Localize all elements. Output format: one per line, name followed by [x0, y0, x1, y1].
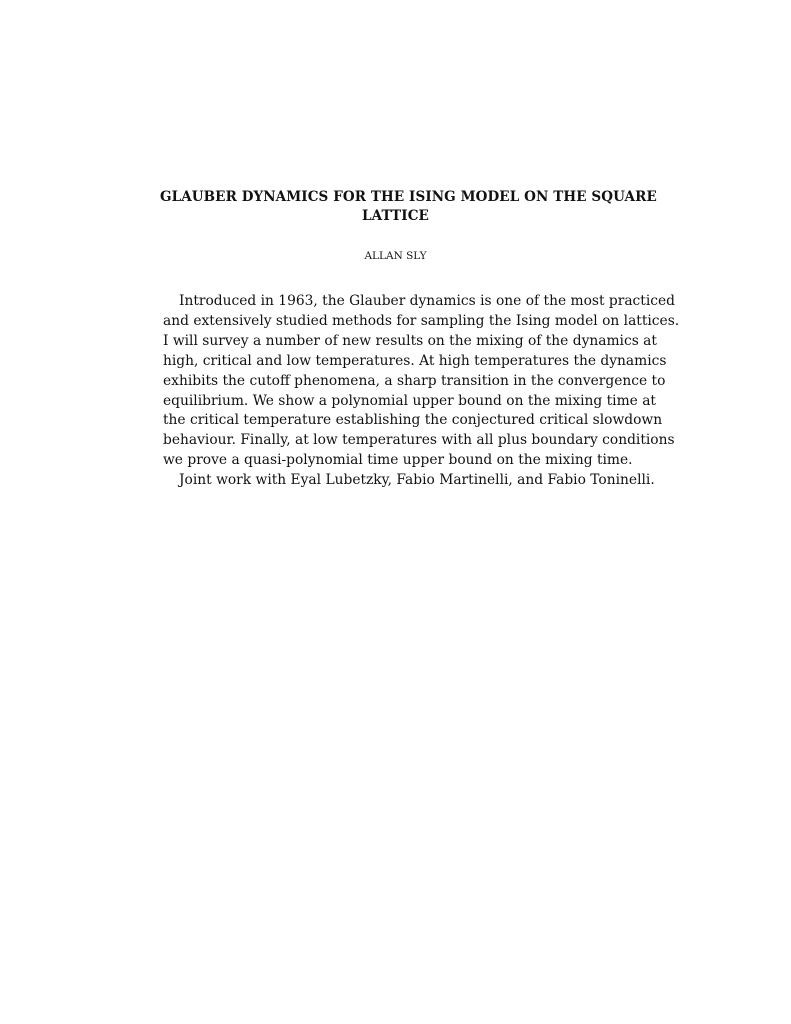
- abstract-line: equilibrium. We show a polynomial upper bound on the mixing time at: [163, 392, 656, 409]
- abstract-line: behaviour. Finally, at low temperatures with all plus boundary conditions: [163, 432, 675, 449]
- title-line: GLAUBER DYNAMICS FOR THE ISING MODEL ON THE SQUARE: [160, 189, 657, 205]
- title-line: LATTICE: [362, 208, 429, 224]
- abstract-line: Introduced in 1963, the Glauber dynamics is one of the most practiced: [179, 293, 675, 309]
- abstract-line: exhibits the cutoff phenomena, a sharp transition in the convergence to: [163, 372, 666, 389]
- acknowledgement: Joint work with Eyal Lubetzky, Fabio Martinelli, and Fabio Toninelli.: [179, 472, 655, 489]
- abstract-line: high, critical and low temperatures. At high temperatures the dynamics: [163, 352, 667, 369]
- abstract-line: the critical temperature establishing the conjectured critical slowdown: [163, 412, 663, 429]
- author-name: ALLAN SLY: [364, 250, 427, 262]
- abstract-line: I will survey a number of new results on the mixing of the dynamics at: [163, 332, 657, 349]
- abstract: [163, 292, 680, 491]
- abstract-line: and extensively studied methods for sampling the Ising model on lattices.: [163, 312, 680, 329]
- abstract-line: we prove a quasi-polynomial time upper bound on the mixing time.: [163, 452, 633, 469]
- paper-title: [160, 188, 657, 226]
